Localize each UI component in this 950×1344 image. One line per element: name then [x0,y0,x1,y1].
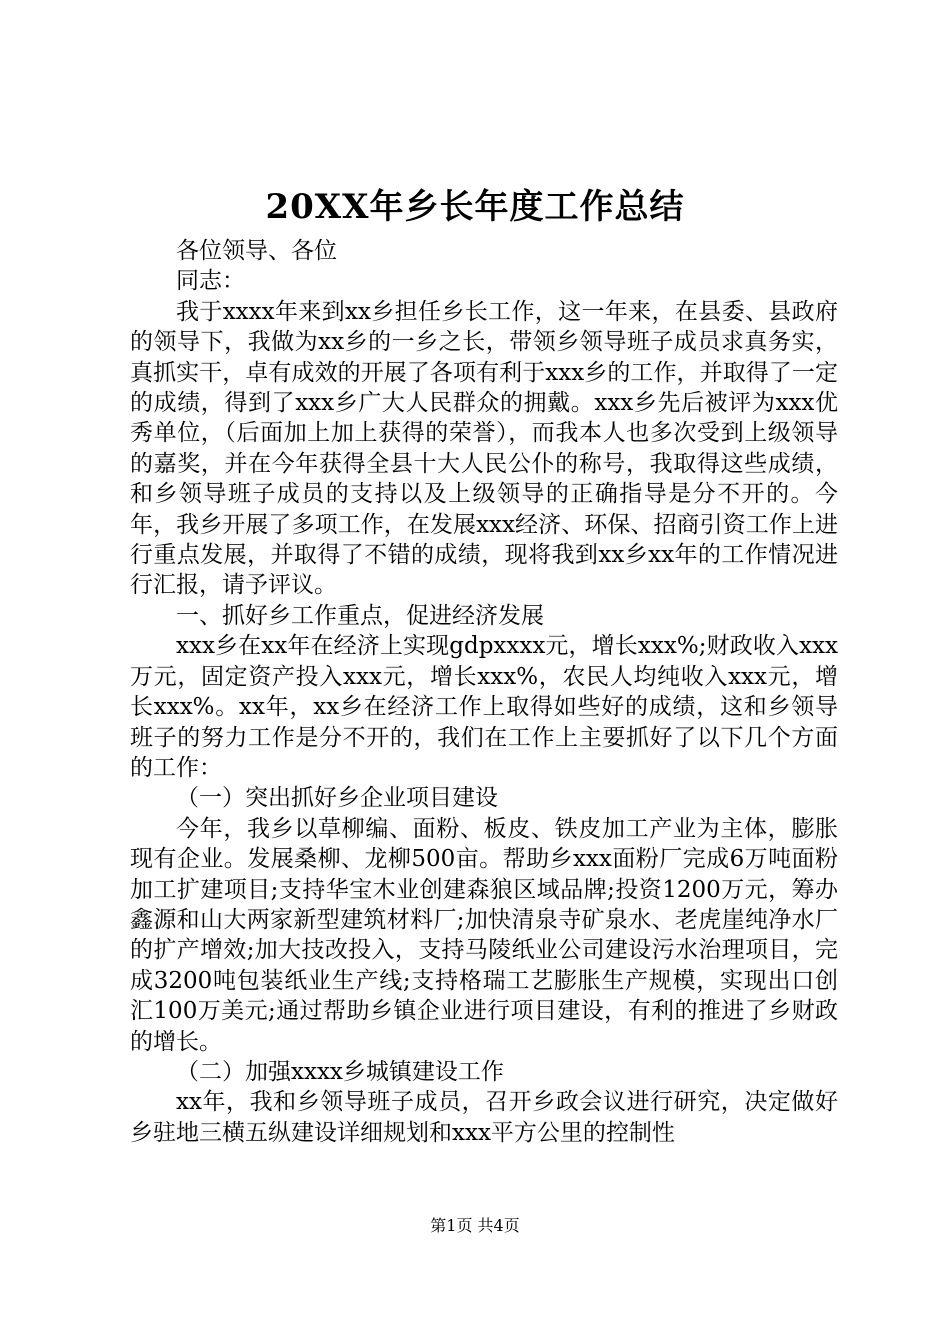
economy-paragraph: xxx乡在xx年在经济上实现gdpxxxx元，增长xxx%;财政收入xxx万元，固定资产投入xxx元，增长xxx%，农民人均纯收入xxx元，增长xxx%。xx年，xx乡在经济工作上取得如些好的成绩，这和乡领导班子的努力工作是分不开的，我们在工作上主要抓好了以下几个方面的工作： [130,633,838,781]
document-body [130,236,838,1148]
subsection-heading-1: （一）突出抓好乡企业项目建设 [176,785,498,812]
section-heading-1: 一、抓好乡工作重点，促进经济发展 [176,602,544,629]
enterprise-paragraph: 今年，我乡以草柳编、面粉、板皮、铁皮加工产业为主体，膨胀现有企业。发展桑柳、龙柳500亩。帮助乡xxx面粉厂完成6万吨面粉加工扩建项目;支持华宝木业创建森狼区域品牌;投资1200万元，筹办鑫源和山大两家新型建筑材料厂;加快清泉寺矿泉水、老虎崖纯净水厂的扩产增效;加大技改投入，支持马陵纸业公司建设污水治理项目，完成3200吨包装纸业生产线;支持格瑞工艺膨胀生产规模，实现出口创汇100万美元;通过帮助乡镇企业进行项目建设，有利的推进了乡财政的增长。 [130,815,838,1055]
town-building-paragraph: xx年，我和乡领导班子成员，召开乡政会议进行研究，决定做好乡驻地三横五纵建设详细规划和xxx平方公里的控制性 [130,1089,838,1146]
page-footer: 第1页 共4页 [430,1216,520,1235]
subsection-heading-2: （二）加强xxxx乡城镇建设工作 [176,1058,504,1085]
greeting-line-2: 同志： [176,268,245,295]
intro-paragraph: 我于xxxx年来到xx乡担任乡长工作，这一年来，在县委、县政府的领导下，我做为xx乡的一乡之长，带领乡领导班子成员求真务实，真抓实干，卓有成效的开展了各项有利于xxx乡的工作，并取得了一定的成绩，得到了xxx乡广大人民群众的拥戴。xxx乡先后被评为xxx优秀单位，（后面加上加上获得的荣誉），而我本人也多次受到上级领导的嘉奖，并在今年获得全县十大人民公仆的称号，我取得这些成绩，和乡领导班子成员的支持以及上级领导的正确指导是分不开的。今年，我乡开展了多项工作，在发展xxx经济、环保、招商引资工作上进行重点发展，并取得了不错的成绩，现将我到xx乡xx年的工作情况进行汇报，请予评议。 [130,298,838,599]
document-title: 20XX年乡长年度工作总结 [265,187,685,227]
greeting-line-1: 各位领导、各位 [176,238,337,264]
